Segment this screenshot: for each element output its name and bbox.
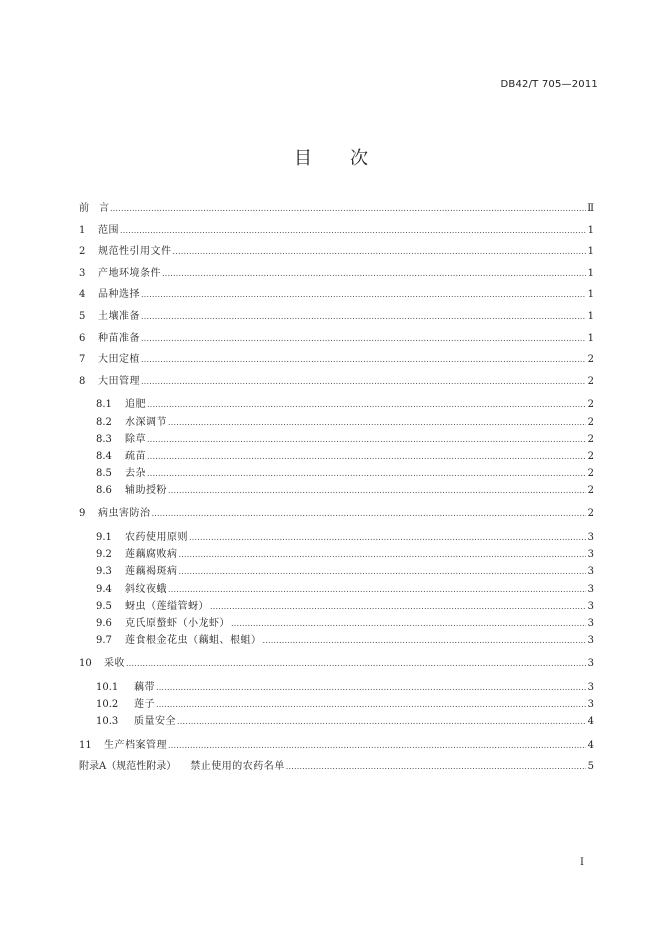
- leader-dots: [162, 263, 586, 285]
- leader-dots: [156, 696, 586, 713]
- leader-dots: [141, 349, 586, 371]
- toc-entry-label: 莲藕腐败病: [125, 549, 178, 561]
- toc-entry-label: 莲食根金花虫（藕蛆、根蛆）: [125, 635, 262, 647]
- toc-entry-label: 范围: [98, 224, 119, 236]
- toc-entry[interactable]: [79, 263, 594, 285]
- toc-subentry[interactable]: [79, 563, 594, 580]
- toc-entry-label: 土壤准备: [98, 310, 140, 322]
- leader-dots: [168, 581, 586, 598]
- toc-entry-page: 1: [587, 289, 594, 301]
- toc-entry[interactable]: [79, 503, 594, 525]
- toc-subentry[interactable]: [79, 713, 594, 730]
- toc-entry-page: 4: [587, 739, 594, 751]
- toc-entry[interactable]: [79, 284, 594, 306]
- toc-entry-label: 生产档案管理: [104, 739, 167, 751]
- toc-entry-label: 追肥: [125, 399, 146, 411]
- toc-entry-number: 9.2: [96, 549, 112, 561]
- toc-entry[interactable]: [79, 735, 594, 757]
- toc-entry-number: 前 言: [79, 203, 109, 214]
- leader-dots: [177, 713, 586, 730]
- toc-entry-label: 大田定植: [98, 354, 140, 366]
- toc-entry-page: 1: [587, 246, 594, 258]
- toc-entry-label: 品种选择: [98, 289, 140, 301]
- toc-subentry[interactable]: [79, 396, 594, 413]
- toc-entry-number: 9.7: [96, 635, 112, 647]
- toc-entry-page: 1: [587, 332, 594, 344]
- leader-dots: [231, 615, 586, 632]
- toc-entry-number: 9.6: [96, 618, 112, 629]
- toc-entry[interactable]: [79, 371, 594, 393]
- toc-entry-number: 8.5: [96, 468, 112, 480]
- toc-entry-number: 9.5: [96, 600, 112, 612]
- toc-entry-label: 产地环境条件: [98, 267, 161, 279]
- toc-entry-number: 8.3: [96, 433, 112, 445]
- leader-dots: [147, 396, 586, 413]
- toc-entry[interactable]: [79, 349, 594, 371]
- toc-entry-label: 疏苗: [125, 450, 146, 462]
- page-number: I: [580, 857, 584, 868]
- toc-entry-page: 3: [587, 699, 594, 711]
- toc-entry-number: 9.3: [96, 566, 112, 578]
- toc-entry-label: 蚜虫（莲缢管蚜）: [125, 600, 209, 612]
- toc-entry[interactable]: [79, 653, 594, 675]
- toc-entry-label: 种苗准备: [98, 332, 140, 344]
- toc-subentry[interactable]: [79, 581, 594, 598]
- toc-entry-page: 2: [587, 508, 594, 520]
- toc-entry-label: 辅助授粉: [125, 485, 167, 497]
- toc-entry-page: 2: [587, 416, 594, 428]
- title-part-1: 目: [294, 148, 312, 169]
- toc-entry-page: 4: [587, 716, 594, 728]
- toc-entry-page: 2: [587, 450, 594, 462]
- toc-subentry[interactable]: [79, 431, 594, 448]
- toc-entry-number: 11: [79, 739, 92, 751]
- toc-entry-number: 6: [79, 332, 86, 344]
- toc-entry-number: 8.6: [96, 485, 112, 497]
- toc-entry-page: 5: [587, 761, 594, 773]
- leader-dots: [141, 371, 586, 393]
- toc-entry-page: 3: [587, 532, 594, 544]
- toc-entry-number: 8.4: [96, 450, 112, 462]
- leader-dots: [147, 465, 586, 482]
- toc-entry-number: 7: [79, 354, 86, 366]
- toc-entry-label: 质量安全: [134, 716, 176, 728]
- leader-dots: [179, 563, 587, 580]
- toc-entry-number: 9.1: [96, 532, 112, 544]
- toc-entry-page: 3: [587, 583, 594, 595]
- toc-entry-label: 规范性引用文件: [98, 246, 172, 258]
- toc-entry-number: 3: [79, 267, 86, 279]
- toc-entry-page: 3: [587, 681, 594, 693]
- toc-entry-page: 2: [587, 485, 594, 497]
- leader-dots: [263, 632, 587, 649]
- toc-entry-page: 2: [587, 354, 594, 366]
- toc-subentry[interactable]: [79, 529, 594, 546]
- leader-dots: [141, 306, 586, 328]
- toc-entry-page: 3: [587, 658, 594, 670]
- toc-entry-number: 10: [79, 658, 92, 670]
- toc-entry-page: 3: [587, 635, 594, 647]
- leader-dots: [126, 653, 586, 675]
- toc-entry-label: 禁止使用的农药名单: [190, 761, 285, 773]
- toc-entry-number: 8: [79, 375, 86, 387]
- toc-entry-label: 水深调节: [125, 416, 167, 428]
- toc-entry-number: 10.3: [96, 716, 119, 728]
- toc-entry-label: 莲藕褐斑病: [125, 566, 178, 578]
- toc-entry-number: 5: [79, 310, 86, 322]
- toc-entry-page: 3: [587, 600, 594, 612]
- leader-dots: [156, 679, 586, 696]
- toc-entry-label: 农药使用原则: [125, 532, 188, 544]
- toc-entry-number: 8.1: [96, 399, 112, 411]
- toc-entry-label: 大田管理: [98, 375, 140, 387]
- toc-subentry[interactable]: [79, 448, 594, 465]
- leader-dots: [141, 284, 586, 306]
- toc-entry-page: 2: [587, 433, 594, 445]
- toc-entry-page: Ⅱ: [587, 203, 594, 214]
- toc-entry-page: 1: [587, 267, 594, 279]
- toc-subentry[interactable]: [79, 632, 594, 649]
- toc-entry[interactable]: [79, 198, 594, 220]
- toc-entry-page: 3: [587, 549, 594, 561]
- toc-entry[interactable]: [79, 306, 594, 328]
- page-title: [0, 144, 662, 170]
- leader-dots: [168, 414, 586, 431]
- leader-dots: [210, 598, 586, 615]
- leader-dots: [147, 448, 586, 465]
- toc-entry-appendix[interactable]: [79, 756, 594, 778]
- leader-dots: [286, 756, 586, 778]
- leader-dots: [189, 529, 586, 546]
- toc-entry-label: 除草: [125, 433, 146, 445]
- toc-entry-label: 采收: [104, 658, 125, 670]
- leader-dots: [152, 503, 587, 525]
- toc-entry-label: 莲子: [134, 699, 155, 711]
- toc-subentry[interactable]: [79, 414, 594, 431]
- leader-dots: [110, 198, 586, 220]
- toc-subentry[interactable]: [79, 546, 594, 563]
- toc-entry-number: 10.1: [96, 681, 119, 693]
- leader-dots: [168, 482, 586, 499]
- toc-entry-page: 1: [587, 224, 594, 236]
- leader-dots: [173, 241, 587, 263]
- toc-entry-number: 2: [79, 246, 86, 258]
- leader-dots: [168, 735, 586, 757]
- toc-subentry[interactable]: [79, 598, 594, 615]
- toc-entry-number: 附录A（规范性附录）: [79, 761, 177, 773]
- toc-subentry[interactable]: [79, 679, 594, 696]
- toc-subentry[interactable]: [79, 482, 594, 499]
- toc-entry[interactable]: [79, 241, 594, 263]
- toc-entry-label: 病虫害防治: [98, 508, 151, 520]
- title-part-2: 次: [350, 148, 368, 169]
- toc-entry-number: 9.4: [96, 583, 112, 595]
- leader-dots: [141, 328, 586, 350]
- toc-entry[interactable]: [79, 220, 594, 242]
- toc-entry-label: 藕带: [134, 681, 155, 693]
- toc-entry-number: 10.2: [96, 699, 119, 711]
- toc-entry-label: 斜纹夜蛾: [125, 583, 167, 595]
- standard-code: DB42/T 705—2011: [500, 79, 598, 90]
- toc-entry-page: 2: [587, 468, 594, 480]
- toc-entry-label: 去杂: [125, 468, 146, 480]
- toc-entry-page: 2: [587, 399, 594, 411]
- toc-entry-page: 2: [587, 375, 594, 387]
- table-of-contents: [79, 198, 594, 778]
- toc-entry-label: 克氏原螯虾（小龙虾）: [125, 618, 230, 629]
- leader-dots: [179, 546, 587, 563]
- toc-entry-page: 1: [587, 310, 594, 322]
- toc-subentry[interactable]: [79, 615, 594, 632]
- toc-entry-page: 3: [587, 566, 594, 578]
- toc-entry-number: 9: [79, 508, 86, 520]
- leader-dots: [120, 220, 586, 242]
- toc-entry[interactable]: [79, 328, 594, 350]
- toc-subentry[interactable]: [79, 465, 594, 482]
- toc-entry-number: 1: [79, 224, 86, 236]
- toc-entry-number: 8.2: [96, 416, 112, 428]
- toc-subentry[interactable]: [79, 696, 594, 713]
- toc-entry-page: 3: [587, 618, 594, 629]
- leader-dots: [147, 431, 586, 448]
- toc-entry-number: 4: [79, 289, 86, 301]
